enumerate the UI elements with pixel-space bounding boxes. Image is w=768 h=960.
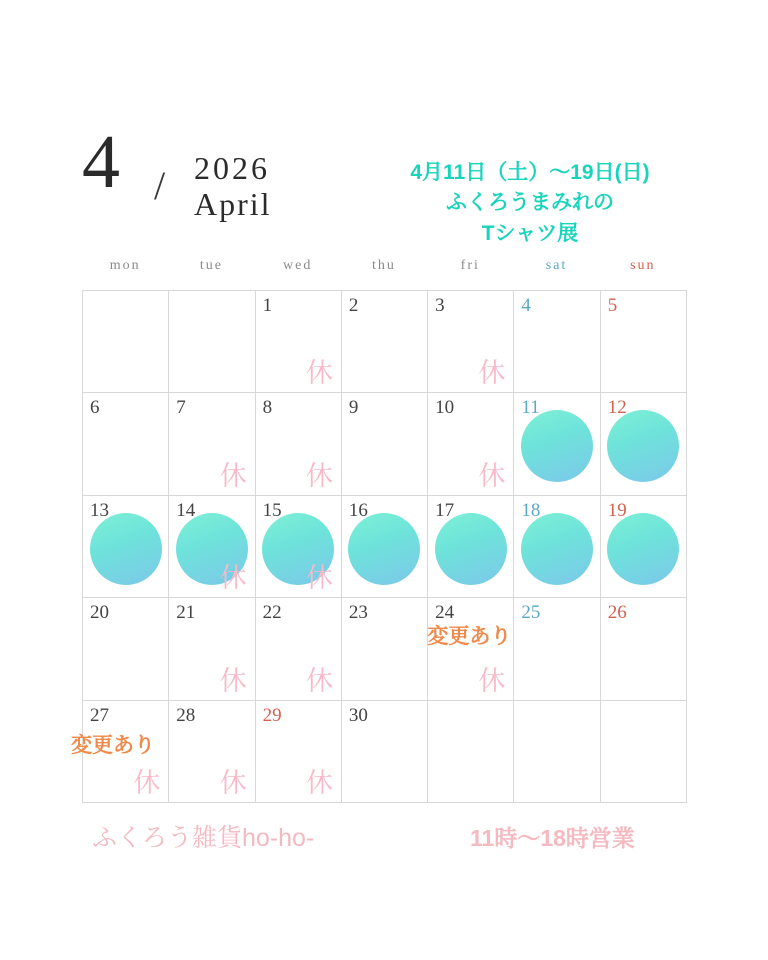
calendar-day-cell[interactable]: [514, 291, 600, 393]
calendar-day-cell[interactable]: [514, 598, 600, 700]
calendar-day-cell[interactable]: [71, 701, 169, 803]
calendar-day-cell[interactable]: [428, 393, 514, 495]
day-number: 6: [90, 397, 100, 419]
calendar-day-cell[interactable]: [342, 393, 428, 495]
calendar-day-cell[interactable]: [342, 701, 428, 803]
calendar-day-cell[interactable]: [428, 291, 514, 393]
day-number: 17: [435, 499, 455, 521]
day-number: 7: [176, 397, 186, 419]
closed-mark: 休: [133, 768, 161, 798]
schedule-change-note: 変更あり: [427, 625, 512, 649]
calendar-day-cell[interactable]: [83, 598, 169, 700]
schedule-change-note: 変更あり: [71, 733, 155, 757]
calendar-day-cell[interactable]: [256, 598, 342, 700]
day-number: 11: [521, 397, 540, 419]
day-number: 10: [435, 397, 455, 419]
closed-mark: 休: [219, 768, 247, 798]
day-number: 18: [521, 499, 541, 521]
event-blob-icon: [521, 513, 593, 585]
closed-mark: 休: [305, 665, 333, 696]
day-number: 15: [262, 499, 282, 521]
calendar-day-cell[interactable]: [342, 291, 428, 393]
event-blob-icon: [521, 410, 593, 482]
calendar-day-cell[interactable]: [83, 496, 169, 598]
day-number: 9: [348, 397, 359, 419]
calendar-day-cell[interactable]: [83, 393, 169, 495]
day-number: 3: [435, 295, 445, 316]
day-number: 27: [90, 704, 109, 726]
calendar-grid: [71, 290, 687, 803]
closed-mark: 休: [478, 665, 506, 696]
day-number: 4: [521, 295, 531, 316]
event-blob-icon: [435, 513, 507, 585]
calendar-empty-cell: [169, 291, 255, 393]
day-number: 12: [607, 397, 627, 419]
event-blob-icon: [607, 513, 679, 585]
weekday-label-wed: wed: [283, 258, 313, 273]
day-number: 21: [176, 602, 196, 624]
closed-mark: 休: [219, 460, 247, 491]
closed-mark: 休: [478, 460, 506, 491]
calendar-day-cell[interactable]: [514, 393, 600, 495]
day-number: 8: [262, 397, 273, 419]
calendar-day-cell[interactable]: [601, 496, 687, 598]
event-blob-icon: [90, 513, 162, 585]
calendar-empty-cell: [428, 701, 514, 803]
announcement-line-3: Tシャツ展: [481, 221, 579, 245]
day-number: 2: [348, 295, 359, 316]
day-number: 23: [348, 602, 368, 624]
event-blob-icon: [348, 513, 420, 585]
calendar-day-cell[interactable]: [514, 496, 600, 598]
calendar-day-cell[interactable]: [428, 496, 514, 598]
shop-name-label: ふくろう雑貨ho-ho-: [92, 824, 315, 852]
calendar-day-cell[interactable]: [601, 393, 687, 495]
day-number: 19: [607, 499, 627, 521]
announcement-line-1: 4月11日（土）～19日(日): [410, 161, 650, 184]
day-number: 30: [348, 704, 368, 726]
header-separator: /: [154, 163, 166, 208]
closed-mark: 休: [219, 665, 247, 696]
calendar-day-cell[interactable]: [256, 291, 342, 393]
day-number: 25: [521, 602, 541, 624]
day-number: 1: [262, 295, 273, 316]
calendar-day-cell[interactable]: [601, 291, 687, 393]
calendar-day-cell[interactable]: [428, 598, 514, 700]
closed-mark: 休: [305, 768, 333, 798]
calendar-empty-cell: [601, 701, 687, 803]
event-blob-icon: [607, 410, 679, 482]
month-number: 4: [82, 120, 120, 204]
calendar-day-cell[interactable]: [169, 496, 255, 598]
calendar-day-cell[interactable]: [256, 496, 342, 598]
business-hours-label: 11時～18時営業: [470, 825, 635, 851]
calendar-day-cell[interactable]: [169, 598, 255, 700]
closed-mark: 休: [305, 358, 333, 389]
announcement-line-2: ふくろうまみれの: [446, 191, 614, 215]
calendar-day-cell[interactable]: [169, 701, 255, 803]
day-number: 28: [176, 704, 196, 726]
weekday-header-row: [82, 258, 686, 274]
closed-mark: 休: [219, 563, 247, 594]
closed-mark: 休: [305, 460, 333, 491]
weekday-label-fri: fri: [460, 258, 480, 273]
day-number: 29: [262, 704, 282, 726]
day-number: 5: [607, 295, 618, 316]
calendar-empty-cell: [83, 291, 169, 393]
closed-mark: 休: [478, 358, 506, 389]
weekday-label-mon: mon: [109, 258, 141, 273]
calendar-day-cell[interactable]: [342, 598, 428, 700]
month-name-label: April: [194, 186, 272, 222]
day-number: 16: [348, 499, 368, 521]
calendar-day-cell[interactable]: [342, 496, 428, 598]
calendar-day-cell[interactable]: [256, 701, 342, 803]
weekday-label-sun: sun: [630, 258, 656, 273]
day-number: 24: [435, 602, 455, 624]
day-number: 22: [262, 602, 282, 624]
closed-mark: 休: [305, 563, 333, 594]
day-number: 13: [90, 499, 109, 521]
weekday-label-tue: tue: [199, 258, 223, 273]
calendar-empty-cell: [514, 701, 600, 803]
year-label: 2026: [194, 150, 270, 186]
weekday-label-sat: sat: [545, 258, 568, 273]
calendar-day-cell[interactable]: [256, 393, 342, 495]
day-number: 20: [90, 602, 109, 624]
day-number: 14: [176, 499, 196, 521]
event-announcement: [370, 158, 690, 249]
weekday-label-thu: thu: [372, 258, 396, 273]
calendar-day-cell[interactable]: [601, 598, 687, 700]
day-number: 26: [607, 602, 627, 624]
calendar-day-cell[interactable]: [169, 393, 255, 495]
